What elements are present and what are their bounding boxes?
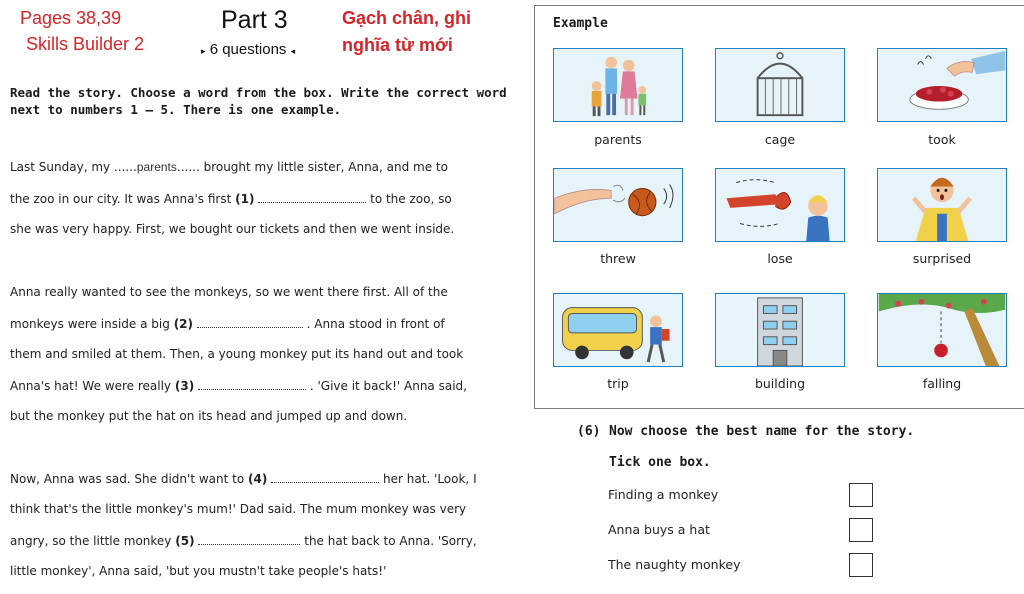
blank-number-1: (1)	[235, 192, 255, 206]
word-took: took	[928, 132, 956, 147]
option-2-label: Anna buys a hat	[608, 522, 710, 537]
story-line: monkeys were inside a big (2) . Anna stood in front of	[10, 317, 445, 331]
trip-picture	[553, 293, 683, 367]
option-3-checkbox[interactable]	[849, 553, 873, 577]
parents-picture	[553, 48, 683, 122]
word-cage: cage	[764, 132, 796, 147]
word-parents: parents	[594, 132, 642, 147]
building-picture	[715, 293, 845, 367]
surprised-picture	[877, 168, 1007, 242]
question-6-prompt: Now choose the best name for the story.	[609, 424, 915, 439]
example-answer: parents	[136, 160, 177, 174]
option-1-checkbox[interactable]	[849, 483, 873, 507]
took-picture	[877, 48, 1007, 122]
story-line: little monkey', Anna said, 'but you mustn't take people's hats!'	[10, 564, 387, 578]
story-line: she was very happy. First, we bought our tickets and then we went inside.	[10, 222, 455, 236]
story-line: but the monkey put the hat on its head and jumped up and down.	[10, 409, 408, 423]
story-line: Last Sunday, my ......parents...... brought my little sister, Anna, and me to	[10, 160, 448, 174]
instructions-line2: next to numbers 1 – 5. There is one example.	[10, 102, 342, 117]
word-lose: lose	[767, 251, 793, 266]
word-building: building	[754, 376, 806, 391]
book-title: Skills Builder 2	[26, 34, 145, 54]
lose-picture	[715, 168, 845, 242]
answer-blank-1[interactable]	[258, 191, 366, 203]
question-count: ▸ 6 questions ◂	[201, 41, 296, 58]
instructions-line1: Read the story. Choose a word from the box. Write the correct word	[10, 85, 507, 100]
cage-picture	[715, 48, 845, 122]
example-label: Example	[553, 16, 608, 31]
word-trip: trip	[607, 376, 629, 391]
answer-blank-2[interactable]	[197, 316, 303, 328]
answer-blank-5[interactable]	[198, 533, 300, 545]
vietnamese-note-line1: Gạch chân, ghi	[342, 8, 472, 28]
option-1-label: Finding a monkey	[608, 487, 719, 502]
word-falling: falling	[922, 376, 962, 391]
story-line: Anna's hat! We were really (3) . 'Give it back!' Anna said,	[10, 379, 467, 393]
tick-instruction: Tick one box.	[609, 455, 711, 470]
story-line: the zoo in our city. It was Anna's first (1) to the zoo, so	[10, 192, 452, 206]
answer-blank-3[interactable]	[198, 378, 306, 390]
word-box	[534, 5, 1024, 409]
story-line: them and smiled at them. Then, a young monkey put its hand out and took	[10, 347, 464, 361]
answer-blank-4[interactable]	[271, 471, 379, 483]
story-line: think that's the little monkey's mum!' Dad said. The mum monkey was very	[10, 502, 467, 516]
page-reference: Pages 38,39	[20, 8, 122, 28]
threw-picture	[553, 168, 683, 242]
word-threw: threw	[600, 251, 636, 266]
blank-number-2: (2)	[173, 317, 194, 331]
option-2-checkbox[interactable]	[849, 518, 873, 542]
option-3-label: The naughty monkey	[608, 557, 741, 572]
part-title: Part 3	[221, 6, 288, 34]
blank-number-4: (4)	[248, 472, 268, 486]
story-line: Anna really wanted to see the monkeys, so we went there first. All of the	[10, 285, 448, 299]
vietnamese-note-line2: nghĩa từ mới	[342, 35, 453, 55]
blank-number-3: (3)	[174, 379, 195, 393]
blank-number-5: (5)	[175, 534, 195, 548]
word-surprised: surprised	[912, 251, 972, 266]
falling-picture	[877, 293, 1007, 367]
question-6-number: (6)	[577, 424, 601, 439]
triangle-right-icon: ▸	[201, 46, 206, 56]
story-line: Now, Anna was sad. She didn't want to (4) her hat. 'Look, I	[10, 472, 477, 486]
triangle-left-icon: ◂	[290, 46, 296, 56]
story-line: angry, so the little monkey (5) the hat back to Anna. 'Sorry,	[10, 534, 477, 548]
